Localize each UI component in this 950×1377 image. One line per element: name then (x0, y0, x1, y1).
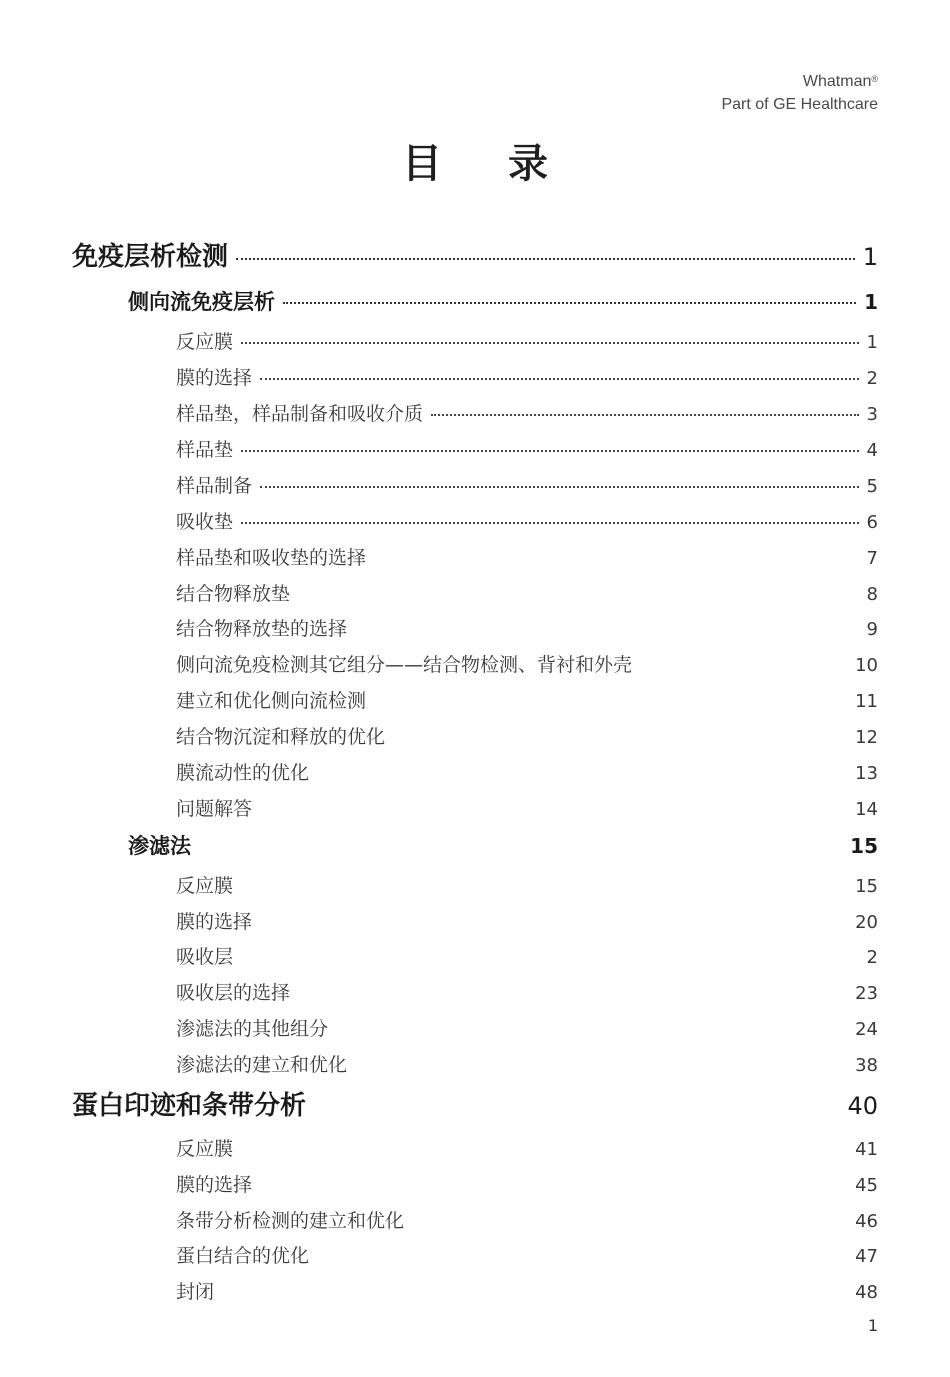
toc-entry[interactable] (176, 650, 878, 677)
toc-entry-page: 48 (855, 1282, 878, 1303)
toc-entry-page: 8 (866, 584, 878, 605)
toc-dot-leader (241, 450, 859, 452)
toc-entry-page: 13 (855, 763, 878, 784)
brand-subtitle: Part of GE Healthcare (721, 96, 878, 113)
toc-entry[interactable] (176, 435, 878, 462)
toc-entry[interactable] (128, 830, 878, 860)
toc-entry-label: 条带分析检测的建立和优化 (176, 1210, 405, 1232)
toc-entry[interactable] (176, 1277, 878, 1304)
toc-entry-page: 15 (850, 834, 878, 858)
toc-entry[interactable] (176, 579, 878, 606)
toc-entry[interactable] (176, 614, 878, 641)
toc-entry-page: 2 (866, 947, 878, 968)
toc-entry[interactable] (128, 286, 878, 316)
toc-entry-page: 46 (855, 1211, 878, 1232)
toc-entry-page: 1 (862, 243, 878, 271)
toc-entry-label: 吸收层 (176, 946, 234, 968)
toc-entry-label: 膜的选择 (176, 1174, 253, 1196)
toc-entry-label: 膜的选择 (176, 367, 253, 389)
toc-entry[interactable] (176, 363, 878, 390)
toc-entry-label: 样品垫和吸收垫的选择 (176, 547, 367, 569)
toc-entry-label: 侧向流免疫层析 (128, 290, 275, 314)
toc-entry-page: 1 (866, 332, 878, 353)
toc-entry[interactable] (176, 327, 878, 354)
toc-entry[interactable] (176, 722, 878, 749)
toc-entry[interactable] (176, 942, 878, 969)
toc-entry[interactable] (176, 1170, 878, 1197)
toc-entry-page: 12 (855, 727, 878, 748)
toc-entry-page: 6 (866, 512, 878, 533)
toc-entry[interactable] (176, 1206, 878, 1233)
toc-entry-page: 14 (855, 799, 878, 820)
toc-dot-leader (260, 486, 859, 488)
toc-entry-page: 5 (866, 476, 878, 497)
toc-entry-page: 11 (855, 691, 878, 712)
toc-entry[interactable] (72, 236, 878, 273)
toc-entry-page: 38 (855, 1055, 878, 1076)
toc-entry[interactable] (176, 758, 878, 785)
toc-dot-leader (283, 302, 856, 304)
toc-entry-label: 封闭 (176, 1281, 215, 1303)
toc-entry[interactable] (176, 507, 878, 534)
toc-entry-label: 渗滤法的其他组分 (176, 1018, 329, 1040)
toc-entry-page: 41 (855, 1139, 878, 1160)
toc-entry-label: 结合物释放垫的选择 (176, 618, 348, 640)
toc-entry-label: 反应膜 (176, 875, 234, 897)
toc-entry-label: 建立和优化侧向流检测 (176, 690, 367, 712)
toc-entry-label: 样品垫，样品制备和吸收介质 (176, 403, 424, 425)
toc-entry-label: 结合物沉淀和释放的优化 (176, 726, 386, 748)
toc-entry-label: 侧向流免疫检测其它组分——结合物检测、背衬和外壳 (176, 654, 633, 676)
toc-entry[interactable] (176, 686, 878, 713)
toc-entry[interactable] (176, 1014, 878, 1041)
toc-entry[interactable] (176, 471, 878, 498)
toc-entry[interactable] (176, 1050, 878, 1077)
toc-entry-page: 4 (866, 440, 878, 461)
toc-entry[interactable] (176, 794, 878, 821)
toc-entry-label: 吸收垫 (176, 511, 234, 533)
toc-entry-label: 反应膜 (176, 331, 234, 353)
toc-entry-page: 15 (855, 876, 878, 897)
toc-dot-leader (241, 522, 859, 524)
toc-entry-label: 吸收层的选择 (176, 982, 291, 1004)
toc-entry-page: 24 (855, 1019, 878, 1040)
toc-dot-leader (236, 258, 855, 260)
toc-entry-page: 2 (866, 368, 878, 389)
toc-entry[interactable] (176, 871, 878, 898)
toc-entry-label: 结合物释放垫 (176, 583, 291, 605)
toc-dot-leader (431, 414, 859, 416)
toc-dot-leader (260, 378, 859, 380)
toc-entry-label: 反应膜 (176, 1138, 234, 1160)
toc-entry-label: 蛋白结合的优化 (176, 1245, 310, 1267)
page-title: 目 录 (402, 141, 574, 187)
toc-entry[interactable] (176, 907, 878, 934)
toc-entry-label: 样品垫 (176, 439, 234, 461)
toc-entry[interactable] (72, 1085, 878, 1122)
toc-entry-page: 20 (855, 912, 878, 933)
toc-entry-page: 7 (866, 548, 878, 569)
toc-entry-page: 23 (855, 983, 878, 1004)
toc-entry-page: 47 (855, 1246, 878, 1267)
toc-entry-page: 1 (864, 290, 878, 314)
toc-entry-label: 蛋白印迹和条带分析 (72, 1091, 307, 1121)
brand-wordmark: Whatman (802, 73, 872, 90)
toc-entry-label: 膜的选择 (176, 911, 253, 933)
toc-entry-page: 40 (847, 1092, 878, 1120)
toc-entry[interactable] (176, 1241, 878, 1268)
toc-entry-label: 问题解答 (176, 798, 253, 820)
page-number: 1 (867, 1316, 878, 1335)
toc-entry-label: 免疫层析检测 (72, 242, 229, 272)
toc-entry[interactable] (176, 543, 878, 570)
toc-entry[interactable] (176, 399, 878, 426)
toc-entry[interactable] (176, 1134, 878, 1161)
toc-entry-label: 样品制备 (176, 475, 253, 497)
toc-entry-page: 9 (866, 619, 878, 640)
toc-entry-label: 渗滤法 (128, 834, 191, 858)
registered-mark: ® (871, 74, 878, 84)
toc-entry-page: 3 (866, 404, 878, 425)
toc-entry-label: 膜流动性的优化 (176, 762, 310, 784)
toc-dot-leader (241, 342, 859, 344)
toc-entry-page: 45 (855, 1175, 878, 1196)
toc-entry-label: 渗滤法的建立和优化 (176, 1054, 348, 1076)
toc-entry[interactable] (176, 978, 878, 1005)
toc-entry-page: 10 (855, 655, 878, 676)
